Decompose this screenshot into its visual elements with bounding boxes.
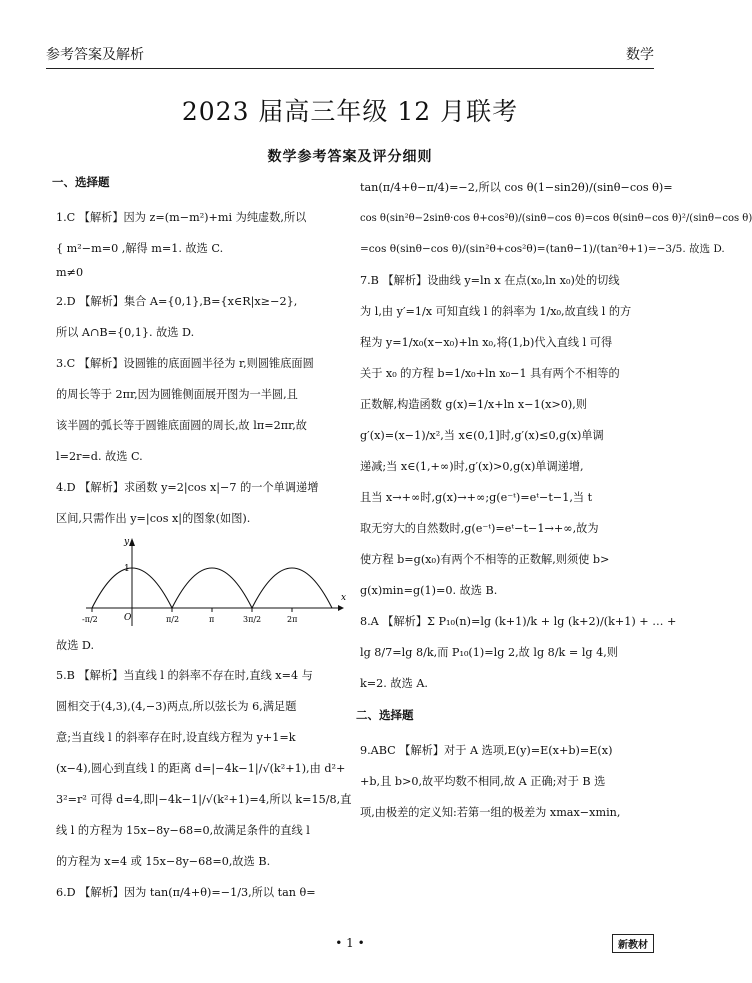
q9-line: +b,且 b>0,故平均数不相同,故 A 正确;对于 B 选 [360, 775, 606, 788]
q7-line: 使方程 b=g(x₀)有两个不相等的正数解,则须使 b> [360, 553, 610, 566]
right-column [356, 172, 752, 828]
q7-line: 递减;当 x∈(1,+∞)时,g′(x)>0,g(x)单调递增, [360, 460, 584, 473]
q4-line: 4.D 【解析】求函数 y=2|cos x|−7 的一个单调递增 [56, 481, 319, 494]
q1-line: { m²−m=0 ,解得 m=1. 故选 C. [56, 242, 224, 255]
section-heading: 二、选择题 [356, 708, 414, 722]
y-axis-arrow [129, 538, 135, 546]
q2-line: 所以 A∩B={0,1}. 故选 D. [56, 326, 195, 339]
x-axis-arrow [338, 605, 344, 611]
q7-line: g(x)min=g(1)=0. 故选 B. [360, 584, 498, 597]
header-right: 数学 [626, 47, 654, 63]
header-left: 参考答案及解析 [46, 47, 144, 63]
cos-graph [56, 536, 346, 656]
abs-cos-curve [92, 568, 332, 608]
q6-line: =cos θ(sinθ−cos θ)/(sin²θ+cos²θ)=(tanθ−1)/(tan²θ+1)=−3/5. 故选 D. [360, 243, 725, 255]
q5-line: 的方程为 x=4 或 15x−8y−68=0,故选 B. [56, 855, 271, 868]
x-label: x [341, 593, 347, 603]
q7-line: 且当 x→+∞时,g(x)→+∞;g(e⁻ᵗ)=eᵗ−t−1,当 t [360, 491, 593, 504]
q8-line: k=2. 故选 A. [360, 677, 428, 690]
q3-line: 的周长等于 2πr,因为圆锥侧面展开图为一半圆,且 [56, 388, 298, 401]
q7-line: 取无穷大的自然数时,g(e⁻ᵗ)=eᵗ−t−1→+∞,故为 [360, 522, 599, 535]
q7-line: 正数解,构造函数 g(x)=1/x+ln x−1(x>0),则 [360, 398, 587, 411]
q3-line: 该半圆的弧长等于圆锥底面圆的周长,故 lπ=2πr,故 [56, 419, 307, 432]
q9-line: 9.ABC 【解析】对于 A 选项,E(y)=E(x+b)=E(x) [360, 744, 613, 757]
q7-line: 为 l,由 y′=1/x 可知直线 l 的斜率为 1/x₀,故直线 l 的方 [360, 305, 632, 318]
left-column [52, 172, 352, 908]
q8-line: lg 8/7=lg 8/k,而 P₁₀(1)=lg 2,故 lg 8/k = lg 4,则 [360, 646, 618, 659]
q7-line: 程为 y=1/x₀(x−x₀)+ln x₀,将(1,b)代入直线 l 可得 [360, 336, 613, 349]
q5-line: 3²=r² 可得 d=4,即|−4k−1|/√(k²+1)=4,所以 k=15/8,直 [56, 793, 352, 806]
q1-line: m≠0 [56, 266, 84, 279]
q7-line: g′(x)=(x−1)/x²,当 x∈(0,1]时,g′(x)≤0,g(x)单调 [360, 429, 604, 442]
q3-line: l=2r=d. 故选 C. [56, 450, 143, 463]
q7-line: 关于 x₀ 的方程 b=1/x₀+ln x₀−1 具有两个不相等的 [360, 367, 620, 380]
q8-line: 8.A 【解析】Σ P₁₀(n)=lg (k+1)/k + lg (k+2)/(k+1) + … + [360, 615, 677, 628]
q6-line: tan(π/4+θ−π/4)=−2,所以 cos θ(1−sin2θ)/(sinθ−cos θ)= [360, 181, 673, 194]
q9-line: 项,由极差的定义知:若第一组的极差为 xmax−xmin, [360, 806, 621, 819]
q3-line: 3.C 【解析】设圆锥的底面圆半径为 r,则圆锥底面圆 [56, 357, 314, 370]
one-label: 1 [124, 564, 130, 574]
page-subtitle: 数学参考答案及评分细则 [267, 149, 433, 165]
q1-line: 1.C 【解析】因为 z=(m−m²)+mi 为纯虚数,所以 [56, 211, 307, 224]
q5-line: 5.B 【解析】当直线 l 的斜率不存在时,直线 x=4 与 [56, 669, 313, 682]
q2-line: 2.D 【解析】集合 A={0,1},B={x∈R|x≥−2}, [56, 295, 298, 308]
page-title: 2023 届高三年级 12 月联考 [181, 97, 519, 126]
origin-label: O [124, 613, 132, 623]
q6-line: 6.D 【解析】因为 tan(π/4+θ)=−1/3,所以 tan θ= [56, 886, 316, 899]
tick-label: 3π/2 [243, 615, 262, 624]
page-header [46, 36, 654, 69]
tick-label: -π/2 [82, 615, 98, 624]
tick-label: 2π [287, 615, 298, 624]
tick-label: π [209, 615, 215, 624]
q5-line: (x−4),圆心到直线 l 的距离 d=|−4k−1|/√(k²+1),由 d²+ [56, 762, 346, 775]
q7-line: 7.B 【解析】设曲线 y=ln x 在点(x₀,ln x₀)处的切线 [360, 274, 620, 287]
y-label: y [124, 537, 130, 547]
q4-end: 故选 D. [56, 639, 95, 652]
q5-line: 圆相交于(4,3),(4,−3)两点,所以弦长为 6,满足题 [56, 700, 297, 713]
tick-label: π/2 [166, 615, 180, 624]
q4-line: 区间,只需作出 y=|cos x|的图象(如图). [56, 512, 251, 525]
q5-line: 线 l 的方程为 15x−8y−68=0,故满足条件的直线 l [56, 824, 310, 837]
page-number: • 1 • [335, 936, 365, 950]
edition-badge: 新教材 [612, 934, 654, 953]
q6-line: cos θ(sin²θ−2sinθ·cos θ+cos²θ)/(sinθ−cos θ)=cos θ(sinθ−cos θ)²/(sinθ−cos θ) [360, 213, 752, 224]
section-heading: 一、选择题 [52, 175, 110, 189]
q5-line: 意;当直线 l 的斜率存在时,设直线方程为 y+1=k [56, 731, 296, 744]
